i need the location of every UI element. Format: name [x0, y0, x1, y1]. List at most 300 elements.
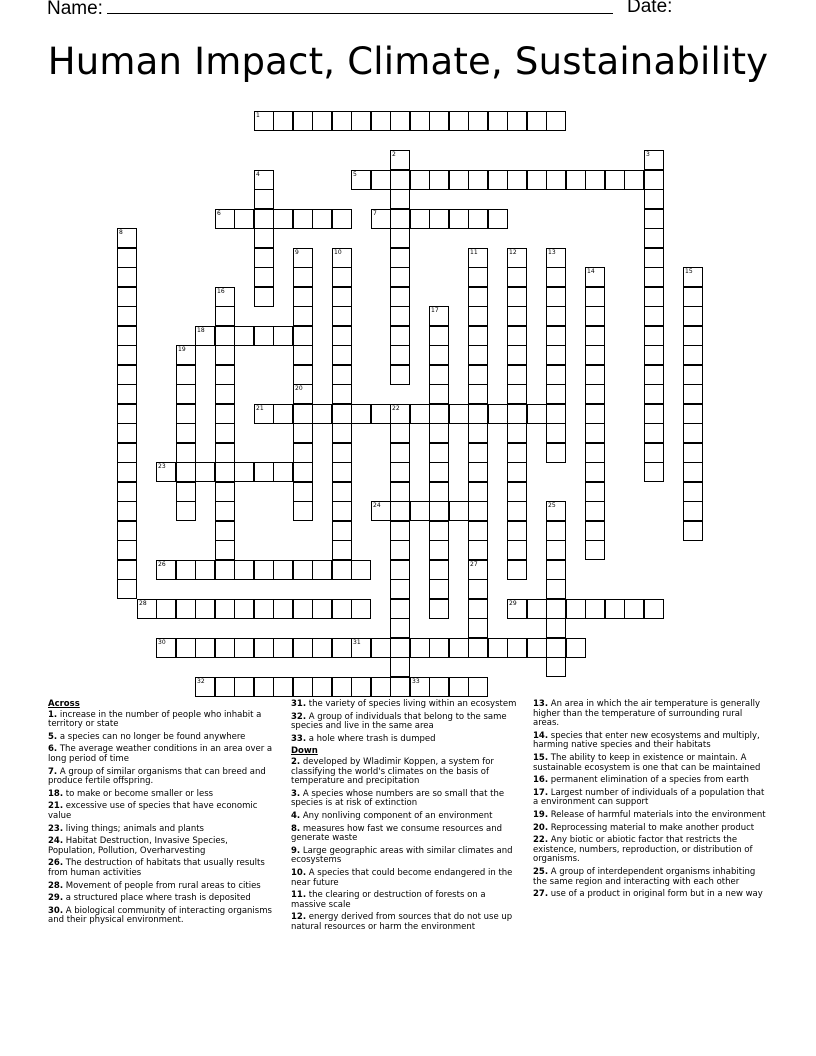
crossword-cell[interactable] — [332, 384, 352, 404]
crossword-cell[interactable] — [215, 423, 235, 443]
crossword-cell[interactable] — [507, 365, 527, 385]
crossword-cell[interactable] — [507, 521, 527, 541]
crossword-cell[interactable] — [546, 306, 566, 326]
crossword-cell[interactable] — [312, 638, 332, 658]
crossword-cell[interactable] — [585, 599, 605, 619]
crossword-cell[interactable] — [644, 599, 664, 619]
crossword-cell[interactable] — [546, 618, 566, 638]
crossword-cell[interactable] — [585, 540, 605, 560]
crossword-cell[interactable] — [117, 287, 137, 307]
crossword-cell[interactable] — [254, 170, 274, 190]
crossword-cell[interactable] — [332, 326, 352, 346]
crossword-cell[interactable] — [468, 579, 488, 599]
crossword-cell[interactable] — [390, 170, 410, 190]
crossword-cell[interactable] — [215, 482, 235, 502]
crossword-cell[interactable] — [429, 365, 449, 385]
crossword-cell[interactable] — [644, 384, 664, 404]
crossword-cell[interactable] — [468, 404, 488, 424]
crossword-cell[interactable] — [332, 287, 352, 307]
crossword-cell[interactable] — [527, 404, 547, 424]
crossword-cell[interactable] — [546, 443, 566, 463]
crossword-cell[interactable] — [429, 384, 449, 404]
crossword-cell[interactable] — [390, 228, 410, 248]
crossword-cell[interactable] — [332, 423, 352, 443]
crossword-cell[interactable] — [390, 248, 410, 268]
crossword-cell[interactable] — [390, 540, 410, 560]
crossword-cell[interactable] — [644, 248, 664, 268]
crossword-cell[interactable] — [644, 306, 664, 326]
crossword-cell[interactable] — [507, 599, 527, 619]
crossword-cell[interactable] — [293, 209, 313, 229]
crossword-cell[interactable] — [117, 579, 137, 599]
crossword-cell[interactable] — [293, 365, 313, 385]
crossword-cell[interactable] — [429, 501, 449, 521]
crossword-cell[interactable] — [585, 404, 605, 424]
crossword-cell[interactable] — [429, 482, 449, 502]
crossword-cell[interactable] — [117, 267, 137, 287]
crossword-cell[interactable] — [371, 209, 391, 229]
crossword-cell[interactable] — [683, 287, 703, 307]
crossword-cell[interactable] — [644, 189, 664, 209]
crossword-cell[interactable] — [429, 579, 449, 599]
crossword-cell[interactable] — [351, 677, 371, 697]
crossword-cell[interactable] — [468, 111, 488, 131]
crossword-cell[interactable] — [273, 111, 293, 131]
crossword-cell[interactable] — [390, 345, 410, 365]
crossword-cell[interactable] — [507, 267, 527, 287]
crossword-cell[interactable] — [429, 677, 449, 697]
crossword-cell[interactable] — [117, 306, 137, 326]
crossword-cell[interactable] — [156, 560, 176, 580]
crossword-cell[interactable] — [546, 599, 566, 619]
crossword-cell[interactable] — [683, 326, 703, 346]
crossword-cell[interactable] — [293, 677, 313, 697]
crossword-cell[interactable] — [390, 287, 410, 307]
crossword-cell[interactable] — [546, 657, 566, 677]
crossword-cell[interactable] — [585, 384, 605, 404]
crossword-cell[interactable] — [351, 111, 371, 131]
crossword-cell[interactable] — [176, 560, 196, 580]
crossword-cell[interactable] — [390, 579, 410, 599]
crossword-cell[interactable] — [254, 326, 274, 346]
crossword-cell[interactable] — [429, 306, 449, 326]
crossword-cell[interactable] — [429, 560, 449, 580]
crossword-cell[interactable] — [644, 228, 664, 248]
crossword-cell[interactable] — [117, 560, 137, 580]
crossword-cell[interactable] — [390, 267, 410, 287]
crossword-cell[interactable] — [546, 521, 566, 541]
crossword-cell[interactable] — [429, 423, 449, 443]
crossword-cell[interactable] — [488, 170, 508, 190]
crossword-cell[interactable] — [390, 599, 410, 619]
crossword-cell[interactable] — [293, 306, 313, 326]
crossword-cell[interactable] — [390, 423, 410, 443]
crossword-cell[interactable] — [215, 404, 235, 424]
crossword-cell[interactable] — [390, 306, 410, 326]
crossword-cell[interactable] — [449, 501, 469, 521]
crossword-cell[interactable] — [254, 599, 274, 619]
crossword-cell[interactable] — [585, 306, 605, 326]
crossword-cell[interactable] — [683, 423, 703, 443]
crossword-cell[interactable] — [390, 638, 410, 658]
crossword-cell[interactable] — [312, 209, 332, 229]
crossword-cell[interactable] — [683, 306, 703, 326]
crossword-cell[interactable] — [254, 677, 274, 697]
crossword-cell[interactable] — [390, 404, 410, 424]
crossword-cell[interactable] — [468, 443, 488, 463]
crossword-cell[interactable] — [390, 560, 410, 580]
crossword-cell[interactable] — [468, 209, 488, 229]
crossword-cell[interactable] — [293, 248, 313, 268]
crossword-cell[interactable] — [488, 111, 508, 131]
crossword-cell[interactable] — [488, 404, 508, 424]
crossword-cell[interactable] — [644, 404, 664, 424]
crossword-cell[interactable] — [176, 423, 196, 443]
crossword-cell[interactable] — [683, 345, 703, 365]
crossword-cell[interactable] — [176, 443, 196, 463]
crossword-cell[interactable] — [332, 248, 352, 268]
crossword-cell[interactable] — [254, 462, 274, 482]
crossword-cell[interactable] — [351, 170, 371, 190]
crossword-cell[interactable] — [429, 443, 449, 463]
crossword-cell[interactable] — [215, 345, 235, 365]
crossword-cell[interactable] — [644, 287, 664, 307]
crossword-cell[interactable] — [429, 404, 449, 424]
crossword-cell[interactable] — [683, 501, 703, 521]
crossword-cell[interactable] — [390, 443, 410, 463]
crossword-cell[interactable] — [546, 423, 566, 443]
crossword-cell[interactable] — [117, 326, 137, 346]
crossword-cell[interactable] — [585, 326, 605, 346]
crossword-cell[interactable] — [254, 189, 274, 209]
crossword-cell[interactable] — [527, 170, 547, 190]
crossword-cell[interactable] — [468, 618, 488, 638]
crossword-cell[interactable] — [507, 404, 527, 424]
crossword-cell[interactable] — [390, 618, 410, 638]
crossword-cell[interactable] — [332, 404, 352, 424]
crossword-cell[interactable] — [566, 170, 586, 190]
crossword-cell[interactable] — [507, 111, 527, 131]
crossword-cell[interactable] — [293, 443, 313, 463]
crossword-cell[interactable] — [215, 599, 235, 619]
crossword-cell[interactable] — [176, 365, 196, 385]
crossword-cell[interactable] — [273, 560, 293, 580]
crossword-cell[interactable] — [273, 599, 293, 619]
crossword-cell[interactable] — [215, 501, 235, 521]
crossword-cell[interactable] — [566, 638, 586, 658]
crossword-cell[interactable] — [293, 384, 313, 404]
crossword-cell[interactable] — [273, 326, 293, 346]
crossword-cell[interactable] — [585, 170, 605, 190]
crossword-cell[interactable] — [449, 638, 469, 658]
crossword-cell[interactable] — [546, 267, 566, 287]
crossword-cell[interactable] — [293, 267, 313, 287]
crossword-cell[interactable] — [332, 638, 352, 658]
crossword-cell[interactable] — [234, 462, 254, 482]
crossword-cell[interactable] — [507, 287, 527, 307]
crossword-cell[interactable] — [507, 306, 527, 326]
crossword-cell[interactable] — [644, 209, 664, 229]
crossword-cell[interactable] — [429, 326, 449, 346]
crossword-cell[interactable] — [293, 462, 313, 482]
crossword-cell[interactable] — [254, 228, 274, 248]
crossword-cell[interactable] — [293, 638, 313, 658]
crossword-cell[interactable] — [156, 599, 176, 619]
crossword-cell[interactable] — [273, 638, 293, 658]
crossword-cell[interactable] — [390, 521, 410, 541]
crossword-cell[interactable] — [390, 482, 410, 502]
crossword-cell[interactable] — [468, 482, 488, 502]
crossword-cell[interactable] — [429, 638, 449, 658]
crossword-cell[interactable] — [176, 638, 196, 658]
crossword-cell[interactable] — [683, 384, 703, 404]
crossword-cell[interactable] — [507, 560, 527, 580]
crossword-cell[interactable] — [293, 345, 313, 365]
crossword-cell[interactable] — [507, 248, 527, 268]
crossword-cell[interactable] — [468, 599, 488, 619]
crossword-cell[interactable] — [507, 501, 527, 521]
crossword-cell[interactable] — [527, 111, 547, 131]
crossword-cell[interactable] — [312, 599, 332, 619]
crossword-cell[interactable] — [507, 482, 527, 502]
crossword-cell[interactable] — [254, 287, 274, 307]
crossword-cell[interactable] — [468, 326, 488, 346]
crossword-cell[interactable] — [234, 677, 254, 697]
crossword-cell[interactable] — [312, 560, 332, 580]
crossword-cell[interactable] — [546, 170, 566, 190]
crossword-cell[interactable] — [293, 501, 313, 521]
crossword-cell[interactable] — [585, 521, 605, 541]
crossword-cell[interactable] — [215, 209, 235, 229]
crossword-cell[interactable] — [254, 209, 274, 229]
crossword-cell[interactable] — [273, 677, 293, 697]
crossword-cell[interactable] — [117, 248, 137, 268]
crossword-cell[interactable] — [468, 248, 488, 268]
crossword-cell[interactable] — [117, 423, 137, 443]
crossword-cell[interactable] — [683, 482, 703, 502]
crossword-cell[interactable] — [137, 599, 157, 619]
crossword-cell[interactable] — [195, 677, 215, 697]
crossword-cell[interactable] — [546, 560, 566, 580]
crossword-cell[interactable] — [468, 540, 488, 560]
crossword-cell[interactable] — [293, 560, 313, 580]
crossword-cell[interactable] — [156, 638, 176, 658]
crossword-cell[interactable] — [449, 677, 469, 697]
crossword-cell[interactable] — [546, 365, 566, 385]
crossword-cell[interactable] — [332, 501, 352, 521]
crossword-cell[interactable] — [546, 248, 566, 268]
crossword-cell[interactable] — [312, 111, 332, 131]
crossword-cell[interactable] — [527, 599, 547, 619]
crossword-cell[interactable] — [624, 599, 644, 619]
crossword-cell[interactable] — [254, 111, 274, 131]
crossword-cell[interactable] — [585, 443, 605, 463]
crossword-cell[interactable] — [585, 345, 605, 365]
crossword-cell[interactable] — [332, 306, 352, 326]
crossword-cell[interactable] — [117, 501, 137, 521]
crossword-cell[interactable] — [273, 462, 293, 482]
crossword-cell[interactable] — [507, 345, 527, 365]
crossword-cell[interactable] — [215, 306, 235, 326]
crossword-cell[interactable] — [371, 677, 391, 697]
crossword-cell[interactable] — [468, 501, 488, 521]
crossword-cell[interactable] — [117, 482, 137, 502]
crossword-cell[interactable] — [566, 599, 586, 619]
crossword-cell[interactable] — [390, 657, 410, 677]
crossword-cell[interactable] — [332, 462, 352, 482]
crossword-cell[interactable] — [351, 560, 371, 580]
crossword-cell[interactable] — [605, 170, 625, 190]
crossword-cell[interactable] — [429, 521, 449, 541]
crossword-cell[interactable] — [312, 404, 332, 424]
crossword-cell[interactable] — [429, 540, 449, 560]
crossword-cell[interactable] — [234, 560, 254, 580]
crossword-cell[interactable] — [507, 326, 527, 346]
crossword-cell[interactable] — [293, 287, 313, 307]
crossword-cell[interactable] — [546, 638, 566, 658]
crossword-cell[interactable] — [332, 345, 352, 365]
crossword-cell[interactable] — [449, 111, 469, 131]
crossword-cell[interactable] — [429, 170, 449, 190]
crossword-cell[interactable] — [176, 501, 196, 521]
crossword-cell[interactable] — [585, 423, 605, 443]
crossword-cell[interactable] — [293, 326, 313, 346]
crossword-cell[interactable] — [410, 638, 430, 658]
crossword-cell[interactable] — [332, 677, 352, 697]
crossword-cell[interactable] — [390, 677, 410, 697]
crossword-cell[interactable] — [371, 170, 391, 190]
crossword-cell[interactable] — [683, 521, 703, 541]
crossword-cell[interactable] — [410, 677, 430, 697]
crossword-cell[interactable] — [293, 423, 313, 443]
crossword-cell[interactable] — [117, 540, 137, 560]
crossword-cell[interactable] — [644, 345, 664, 365]
crossword-cell[interactable] — [527, 638, 547, 658]
crossword-cell[interactable] — [293, 404, 313, 424]
crossword-cell[interactable] — [507, 462, 527, 482]
crossword-cell[interactable] — [410, 170, 430, 190]
crossword-cell[interactable] — [371, 111, 391, 131]
crossword-cell[interactable] — [117, 404, 137, 424]
crossword-cell[interactable] — [429, 209, 449, 229]
crossword-cell[interactable] — [390, 189, 410, 209]
crossword-cell[interactable] — [468, 345, 488, 365]
crossword-cell[interactable] — [215, 443, 235, 463]
crossword-cell[interactable] — [468, 170, 488, 190]
crossword-cell[interactable] — [234, 326, 254, 346]
crossword-cell[interactable] — [468, 560, 488, 580]
crossword-cell[interactable] — [215, 365, 235, 385]
crossword-cell[interactable] — [546, 384, 566, 404]
crossword-cell[interactable] — [351, 599, 371, 619]
crossword-cell[interactable] — [410, 111, 430, 131]
crossword-cell[interactable] — [254, 267, 274, 287]
crossword-cell[interactable] — [468, 677, 488, 697]
crossword-cell[interactable] — [683, 365, 703, 385]
crossword-cell[interactable] — [195, 462, 215, 482]
crossword-cell[interactable] — [507, 170, 527, 190]
crossword-cell[interactable] — [410, 209, 430, 229]
crossword-cell[interactable] — [644, 170, 664, 190]
crossword-cell[interactable] — [176, 384, 196, 404]
crossword-cell[interactable] — [332, 599, 352, 619]
crossword-cell[interactable] — [585, 462, 605, 482]
crossword-cell[interactable] — [683, 443, 703, 463]
crossword-cell[interactable] — [390, 501, 410, 521]
crossword-cell[interactable] — [546, 579, 566, 599]
crossword-cell[interactable] — [468, 423, 488, 443]
crossword-cell[interactable] — [546, 326, 566, 346]
crossword-cell[interactable] — [195, 638, 215, 658]
crossword-cell[interactable] — [507, 443, 527, 463]
crossword-cell[interactable] — [585, 287, 605, 307]
crossword-cell[interactable] — [585, 267, 605, 287]
crossword-cell[interactable] — [234, 638, 254, 658]
crossword-cell[interactable] — [195, 326, 215, 346]
crossword-cell[interactable] — [117, 384, 137, 404]
crossword-cell[interactable] — [468, 365, 488, 385]
crossword-cell[interactable] — [390, 111, 410, 131]
crossword-cell[interactable] — [176, 404, 196, 424]
crossword-cell[interactable] — [585, 365, 605, 385]
crossword-cell[interactable] — [468, 287, 488, 307]
crossword-cell[interactable] — [546, 287, 566, 307]
crossword-cell[interactable] — [468, 462, 488, 482]
crossword-cell[interactable] — [332, 365, 352, 385]
crossword-cell[interactable] — [117, 462, 137, 482]
crossword-cell[interactable] — [546, 404, 566, 424]
crossword-cell[interactable] — [644, 443, 664, 463]
crossword-cell[interactable] — [468, 638, 488, 658]
crossword-cell[interactable] — [215, 677, 235, 697]
crossword-cell[interactable] — [156, 462, 176, 482]
crossword-cell[interactable] — [351, 638, 371, 658]
crossword-cell[interactable] — [468, 384, 488, 404]
crossword-cell[interactable] — [546, 501, 566, 521]
crossword-cell[interactable] — [215, 540, 235, 560]
crossword-cell[interactable] — [293, 482, 313, 502]
crossword-cell[interactable] — [254, 638, 274, 658]
crossword-cell[interactable] — [215, 384, 235, 404]
crossword-cell[interactable] — [273, 209, 293, 229]
crossword-cell[interactable] — [605, 599, 625, 619]
crossword-cell[interactable] — [644, 326, 664, 346]
crossword-cell[interactable] — [546, 540, 566, 560]
crossword-cell[interactable] — [410, 501, 430, 521]
crossword-cell[interactable] — [488, 638, 508, 658]
crossword-cell[interactable] — [332, 540, 352, 560]
crossword-cell[interactable] — [117, 228, 137, 248]
crossword-cell[interactable] — [234, 599, 254, 619]
crossword-cell[interactable] — [332, 111, 352, 131]
crossword-cell[interactable] — [507, 638, 527, 658]
crossword-cell[interactable] — [429, 345, 449, 365]
crossword-cell[interactable] — [215, 560, 235, 580]
crossword-cell[interactable] — [429, 462, 449, 482]
crossword-cell[interactable] — [117, 365, 137, 385]
crossword-cell[interactable] — [390, 209, 410, 229]
crossword-cell[interactable] — [195, 560, 215, 580]
crossword-cell[interactable] — [585, 501, 605, 521]
crossword-cell[interactable] — [468, 306, 488, 326]
crossword-cell[interactable] — [254, 248, 274, 268]
crossword-cell[interactable] — [468, 267, 488, 287]
crossword-cell[interactable] — [332, 482, 352, 502]
crossword-cell[interactable] — [507, 423, 527, 443]
crossword-cell[interactable] — [371, 404, 391, 424]
crossword-cell[interactable] — [273, 404, 293, 424]
crossword-cell[interactable] — [585, 482, 605, 502]
